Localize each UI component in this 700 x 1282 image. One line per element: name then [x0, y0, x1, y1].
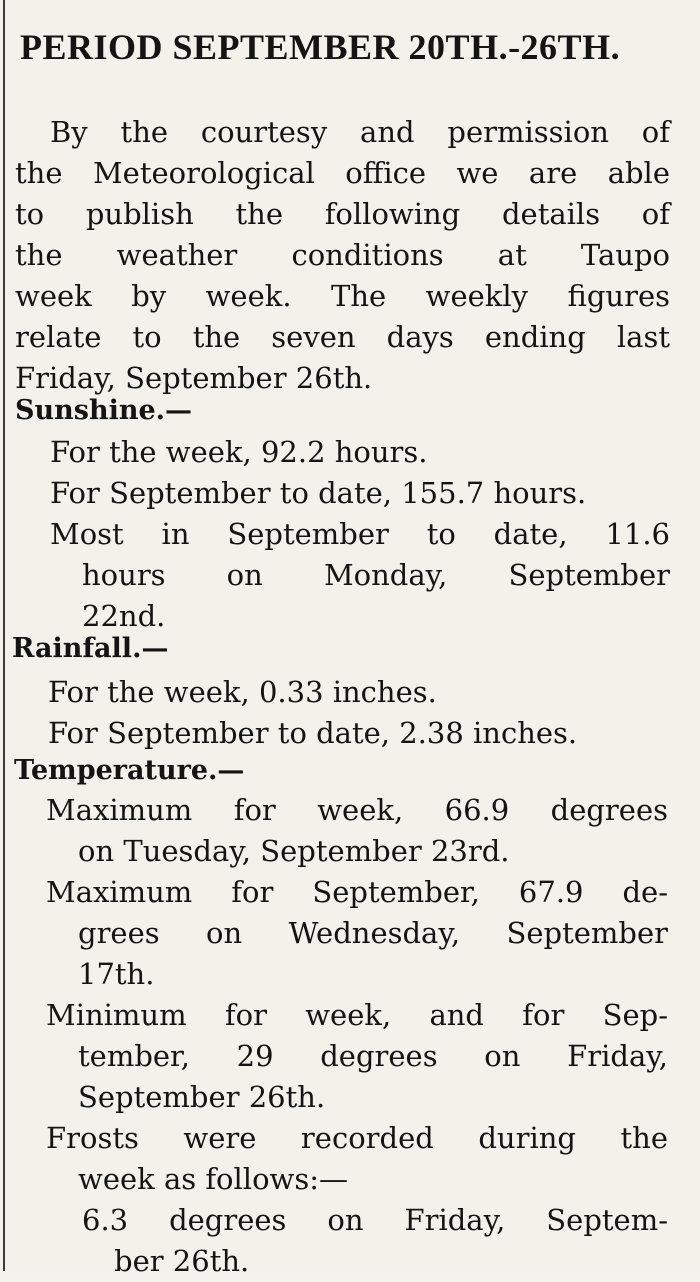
temperature-heading: Temperature.—: [14, 755, 245, 786]
temperature-section: [0, 752, 700, 1278]
entry-line: Minimum for week, and for Sep-: [46, 998, 668, 1032]
temperature-entries: [46, 790, 668, 1282]
temperature-entry: [46, 1118, 668, 1200]
intro-line: Friday, September 26th.: [15, 361, 373, 395]
intro-line: the Meteorological office we are able: [15, 156, 670, 190]
entry-line: 22nd.: [82, 599, 166, 633]
sunshine-section: [0, 392, 700, 633]
temperature-entry: [46, 995, 668, 1118]
entry-line: ber 26th.: [114, 1244, 250, 1278]
sunshine-entry: [50, 514, 670, 637]
entry-line: September 26th.: [78, 1080, 326, 1114]
rainfall-heading: Rainfall.—: [12, 633, 169, 664]
article-title: PERIOD SEPTEMBER 20TH.-26TH.: [20, 27, 621, 67]
entry-line: Maximum for September, 67.9 de-: [46, 875, 668, 909]
entry-line: on Tuesday, September 23rd.: [78, 834, 510, 868]
intro-line: By the courtesy and permission of: [50, 115, 670, 149]
sunshine-heading: Sunshine.—: [15, 395, 193, 426]
rainfall-entry: [48, 713, 673, 754]
entry-line: For the week, 0.33 inches.: [48, 675, 437, 709]
entry-line: Frosts were recorded during the: [46, 1121, 668, 1155]
entry-line: For September to date, 155.7 hours.: [50, 476, 587, 510]
entry-line: 17th.: [78, 957, 155, 991]
entry-line: For the week, 92.2 hours.: [50, 435, 428, 469]
intro-line: relate to the seven days ending last: [15, 320, 670, 354]
entry-line: For September to date, 2.38 inches.: [48, 716, 578, 750]
entry-line: week as follows:—: [78, 1162, 349, 1196]
entry-line: hours on Monday, September: [82, 558, 670, 592]
temperature-entry: [46, 872, 668, 995]
entry-line: grees on Wednesday, September: [78, 916, 668, 950]
intro-line: the weather conditions at Taupo: [15, 238, 670, 272]
sunshine-entry: [50, 473, 670, 514]
temperature-entry: [46, 790, 668, 872]
intro-line: week by week. The weekly figures: [15, 279, 670, 313]
temperature-entry: [46, 1200, 668, 1282]
intro-paragraph: [15, 112, 670, 399]
rainfall-entries: [48, 672, 673, 754]
rainfall-entry: [48, 672, 673, 713]
entry-line: Most in September to date, 11.6: [50, 517, 670, 551]
entry-line: Maximum for week, 66.9 degrees: [46, 793, 668, 827]
rainfall-section: [0, 630, 700, 750]
sunshine-entries: [50, 432, 670, 637]
entry-line: 6.3 degrees on Friday, Septem-: [82, 1203, 668, 1237]
sunshine-entry: [50, 432, 670, 473]
entry-line: tember, 29 degrees on Friday,: [78, 1039, 668, 1073]
intro-line: to publish the following details of: [15, 197, 670, 231]
